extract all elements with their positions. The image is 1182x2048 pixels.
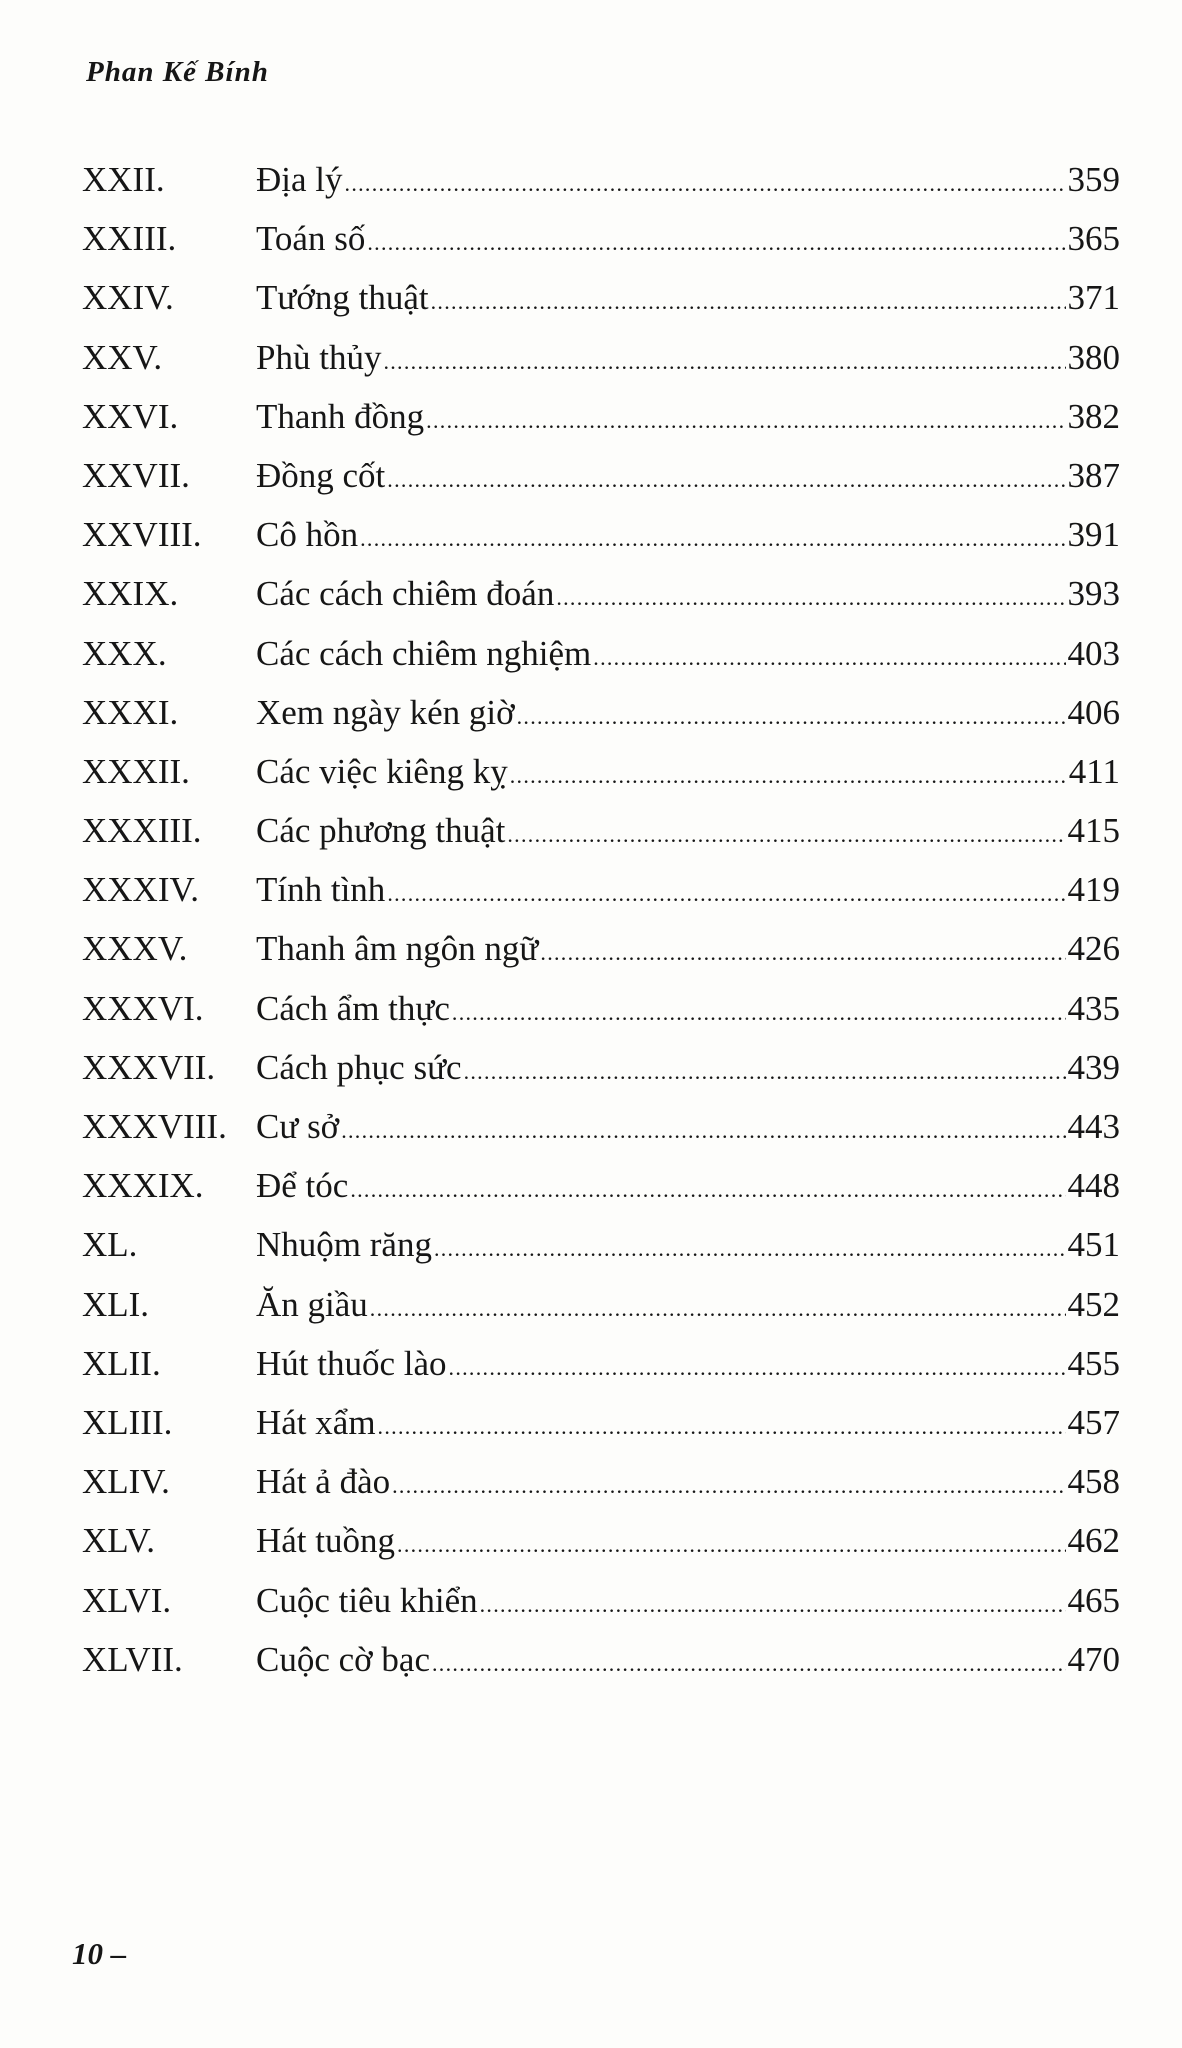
- chapter-number: XXXVI.: [82, 988, 204, 1028]
- dot-leader: [387, 881, 1065, 907]
- toc-entry: [82, 1403, 1120, 1462]
- chapter-title: Tính tình: [256, 870, 386, 910]
- toc-entry: [82, 929, 1120, 988]
- running-header-author: Phan Kế Bính: [86, 56, 269, 88]
- chapter-page: 391: [1067, 515, 1120, 555]
- page-number: 10 –: [72, 1936, 127, 1971]
- dot-leader: [387, 467, 1065, 493]
- dot-leader: [392, 1473, 1065, 1499]
- toc-entry: [82, 397, 1120, 456]
- chapter-title: Các cách chiêm nghiệm: [256, 633, 592, 673]
- dot-leader: [350, 1177, 1065, 1203]
- chapter-page: 382: [1067, 396, 1120, 436]
- chapter-number: XXXIII.: [82, 811, 202, 851]
- dot-leader: [360, 526, 1065, 552]
- dot-leader: [383, 349, 1065, 375]
- dot-leader: [556, 585, 1065, 611]
- chapter-number: XXV.: [82, 337, 163, 377]
- chapter-page: 435: [1067, 988, 1120, 1028]
- chapter-page: 439: [1067, 1047, 1120, 1087]
- chapter-page: 406: [1067, 692, 1120, 732]
- chapter-page: 387: [1067, 455, 1120, 495]
- dot-leader: [517, 704, 1066, 730]
- dot-leader: [434, 1236, 1066, 1262]
- chapter-number: XXVII.: [82, 455, 190, 495]
- chapter-number: XXXI.: [82, 692, 179, 732]
- chapter-number: XXII.: [82, 160, 165, 199]
- chapter-number: XXXIV.: [82, 870, 199, 910]
- toc-entry: [82, 278, 1120, 337]
- chapter-title: Cuộc tiêu khiển: [256, 1580, 478, 1620]
- chapter-number: XXXV.: [82, 929, 188, 969]
- dot-leader: [345, 171, 1066, 197]
- chapter-number: XLI.: [82, 1284, 150, 1324]
- chapter-number: XXIX.: [82, 574, 179, 614]
- chapter-page: 452: [1067, 1284, 1120, 1324]
- chapter-number: XXX.: [82, 633, 167, 673]
- toc-entry: [82, 1462, 1120, 1521]
- toc-entry: [82, 634, 1120, 693]
- toc-entry: [82, 515, 1120, 574]
- toc-entry: [82, 693, 1120, 752]
- toc-entry: [82, 160, 1120, 219]
- chapter-number: XL.: [82, 1225, 138, 1265]
- chapter-title: Thanh âm ngôn ngữ: [256, 929, 539, 969]
- chapter-number: XXXIX.: [82, 1166, 204, 1206]
- chapter-title: Hát ả đào: [256, 1462, 391, 1502]
- dot-leader: [452, 1000, 1066, 1026]
- chapter-number: XXXVIII.: [82, 1107, 227, 1146]
- toc-entry: [82, 1166, 1120, 1225]
- chapter-title: Các phương thuật: [256, 811, 506, 851]
- toc-entry: [82, 456, 1120, 515]
- dot-leader: [426, 408, 1065, 434]
- chapter-page: 443: [1067, 1107, 1120, 1146]
- chapter-page: 462: [1067, 1521, 1120, 1561]
- chapter-title: Địa lý: [256, 160, 343, 199]
- chapter-page: 403: [1067, 633, 1120, 673]
- chapter-page: 426: [1067, 929, 1120, 969]
- chapter-title: Các việc kiêng kỵ: [256, 751, 508, 791]
- chapter-page: 380: [1067, 337, 1120, 377]
- toc-entry: [82, 574, 1120, 633]
- dot-leader: [510, 763, 1067, 789]
- chapter-title: Hát tuồng: [256, 1521, 396, 1561]
- chapter-number: XLIV.: [82, 1462, 170, 1502]
- chapter-title: Cư sở: [256, 1107, 340, 1146]
- chapter-title: Các cách chiêm đoán: [256, 574, 555, 614]
- toc-entry: [82, 338, 1120, 397]
- dot-leader: [397, 1532, 1065, 1558]
- dot-leader: [540, 940, 1065, 966]
- toc-entry: [82, 989, 1120, 1048]
- chapter-title: Đồng cốt: [256, 455, 386, 495]
- chapter-title: Cô hồn: [256, 515, 359, 555]
- toc-entry: [82, 1344, 1120, 1403]
- toc-entry: [82, 1048, 1120, 1107]
- chapter-title: Nhuộm răng: [256, 1225, 432, 1265]
- chapter-number: XLVI.: [82, 1580, 172, 1620]
- dot-leader: [507, 822, 1065, 848]
- chapter-title: Cuộc cờ bạc: [256, 1639, 430, 1679]
- chapter-number: XXVI.: [82, 396, 179, 436]
- dot-leader: [432, 1651, 1066, 1677]
- chapter-number: XXXVII.: [82, 1047, 216, 1087]
- chapter-title: Hút thuốc lào: [256, 1343, 447, 1383]
- toc-entry: [82, 1225, 1120, 1284]
- chapter-page: 465: [1067, 1580, 1120, 1620]
- chapter-title: Tướng thuật: [256, 278, 429, 318]
- chapter-page: 451: [1067, 1225, 1120, 1265]
- dot-leader: [367, 230, 1065, 256]
- toc-entry: [82, 870, 1120, 929]
- toc-entry: [82, 219, 1120, 278]
- chapter-number: XXVIII.: [82, 515, 202, 555]
- toc-entry: [82, 1285, 1120, 1344]
- dot-leader: [593, 645, 1065, 671]
- toc-entry: [82, 1581, 1120, 1640]
- chapter-title: Để tóc: [256, 1166, 349, 1206]
- chapter-number: XXXII.: [82, 751, 190, 791]
- dot-leader: [370, 1296, 1066, 1322]
- chapter-page: 419: [1067, 870, 1120, 910]
- chapter-title: Cách ẩm thực: [256, 988, 450, 1028]
- chapter-page: 470: [1067, 1639, 1120, 1679]
- chapter-page: 393: [1067, 574, 1120, 614]
- chapter-page: 448: [1067, 1166, 1120, 1206]
- chapter-page: 415: [1067, 811, 1120, 851]
- chapter-page: 457: [1067, 1402, 1120, 1442]
- chapter-title: Phù thủy: [256, 337, 382, 377]
- chapter-page: 365: [1067, 219, 1120, 259]
- chapter-page: 455: [1067, 1343, 1120, 1383]
- chapter-number: XLV.: [82, 1521, 155, 1561]
- dot-leader: [449, 1355, 1066, 1381]
- chapter-title: Hát xẩm: [256, 1402, 376, 1442]
- chapter-title: Cách phục sức: [256, 1047, 462, 1087]
- chapter-page: 359: [1067, 160, 1120, 199]
- dot-leader: [480, 1592, 1066, 1618]
- toc-entry: [82, 752, 1120, 811]
- table-of-contents: [82, 160, 1120, 1699]
- dot-leader: [341, 1118, 1065, 1144]
- chapter-page: 458: [1067, 1462, 1120, 1502]
- dot-leader: [431, 289, 1066, 315]
- chapter-number: XLII.: [82, 1343, 161, 1383]
- toc-entry: [82, 1521, 1120, 1580]
- chapter-number: XLVII.: [82, 1639, 183, 1679]
- chapter-title: Xem ngày kén giờ: [256, 692, 515, 732]
- chapter-number: XXIV.: [82, 278, 174, 318]
- chapter-title: Toán số: [256, 219, 366, 259]
- toc-entry: [82, 1107, 1120, 1166]
- dot-leader: [464, 1059, 1066, 1085]
- chapter-number: XXIII.: [82, 219, 177, 259]
- chapter-title: Thanh đồng: [256, 396, 425, 436]
- chapter-number: XLIII.: [82, 1402, 173, 1442]
- chapter-page: 411: [1068, 751, 1120, 791]
- dot-leader: [378, 1414, 1066, 1440]
- chapter-title: Ăn giầu: [256, 1284, 368, 1324]
- toc-entry: [82, 811, 1120, 870]
- toc-entry: [82, 1640, 1120, 1699]
- chapter-page: 371: [1067, 278, 1120, 318]
